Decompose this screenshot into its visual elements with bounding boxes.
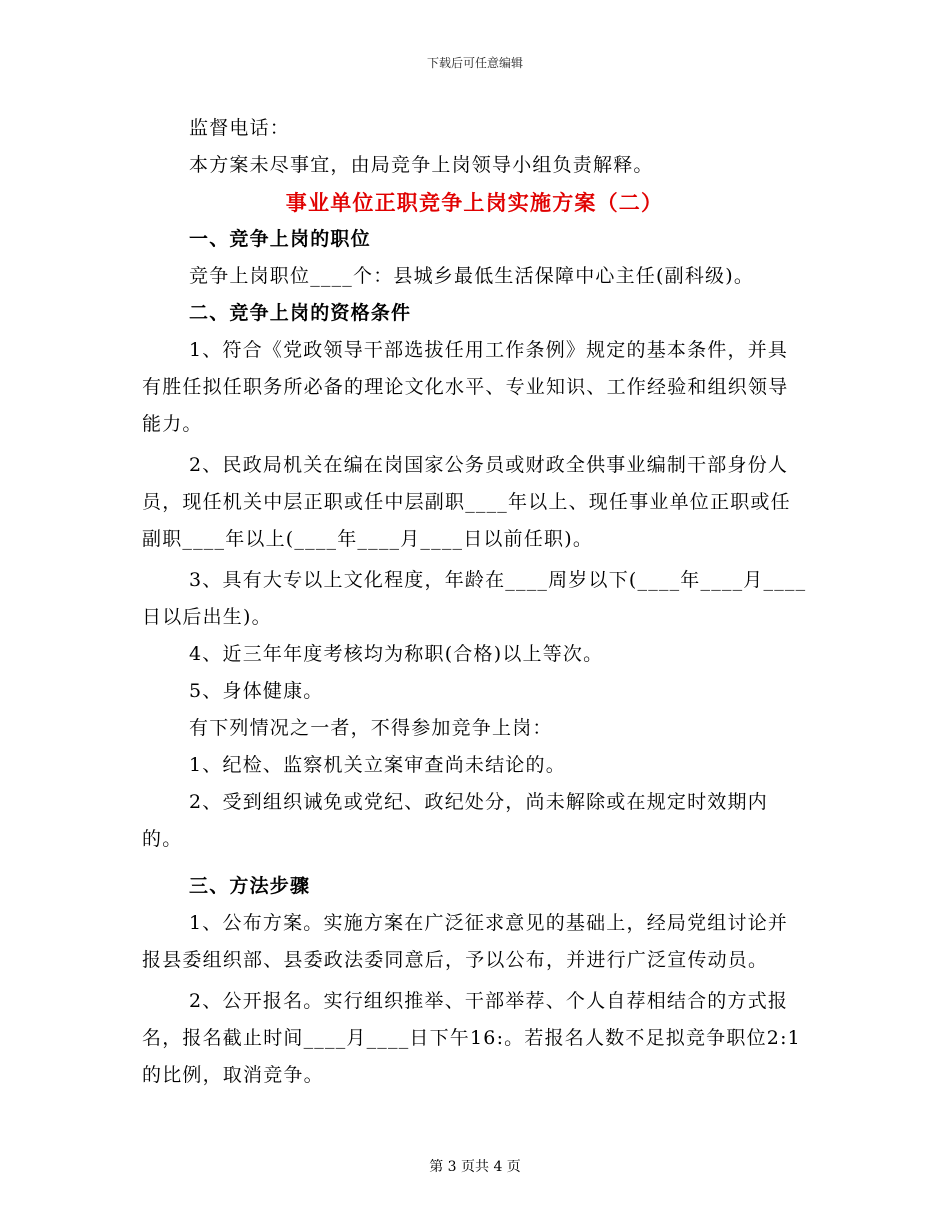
step-1: 1、公布方案。实施方案在广泛征求意见的基础上，经局党组讨论并报县委组织部、县委政法委同意后，予以公布，并进行广泛宣传动员。 xyxy=(142,912,789,971)
condition-1: 1、符合《党政领导干部选拔任用工作条例》规定的基本条件，并具有胜任拟任职务所必备的理论文化水平、专业知识、工作经验和组织领导能力。 xyxy=(142,339,789,435)
explanation-line: 本方案未尽事宜，由局竞争上岗领导小组负责解释。 xyxy=(189,154,654,176)
supervision-phone-line: 监督电话： xyxy=(189,117,291,139)
page-header-note: 下载后可任意编辑 xyxy=(426,56,523,70)
section-1-text: 竞争上岗职位____个：县城乡最低生活保障中心主任(副科级)。 xyxy=(189,265,755,287)
condition-5: 5、身体健康。 xyxy=(189,680,324,702)
section-1-heading: 一、竞争上岗的职位 xyxy=(189,228,371,250)
exclusion-2: 2、受到组织诫免或党纪、政纪处分，尚未解除或在规定时效期内的。 xyxy=(142,791,768,850)
section-3-heading: 三、方法步骤 xyxy=(189,875,311,897)
exclusion-1: 1、纪检、监察机关立案审查尚未结论的。 xyxy=(189,754,566,776)
condition-2: 2、民政局机关在编在岗国家公务员或财政全供事业编制干部身份人员，现任机关中层正职或任中层副职____年以上、现任事业单位正职或任副职____年以上(____年____月____日以前任职)。 xyxy=(142,454,791,550)
document-title: 事业单位正职竞争上岗实施方案（二） xyxy=(285,190,664,215)
condition-4: 4、近三年年度考核均为称职(合格)以上等次。 xyxy=(189,643,604,665)
condition-3: 3、具有大专以上文化程度，年龄在____周岁以下(____年____月____日以后出生)。 xyxy=(142,569,807,628)
page-footer: 第 3 页共 4 页 xyxy=(429,1159,521,1175)
exclusion-intro: 有下列情况之一者，不得参加竞争上岗： xyxy=(189,717,553,739)
document-body xyxy=(142,110,807,1094)
section-2-heading: 二、竞争上岗的资格条件 xyxy=(189,302,412,324)
step-2: 2、公开报名。实行组织推举、干部举荐、个人自荐相结合的方式报名，报名截止时间____月____日下午16:。若报名人数不足拟竞争职位2:1的比例，取消竞争。 xyxy=(142,990,801,1086)
